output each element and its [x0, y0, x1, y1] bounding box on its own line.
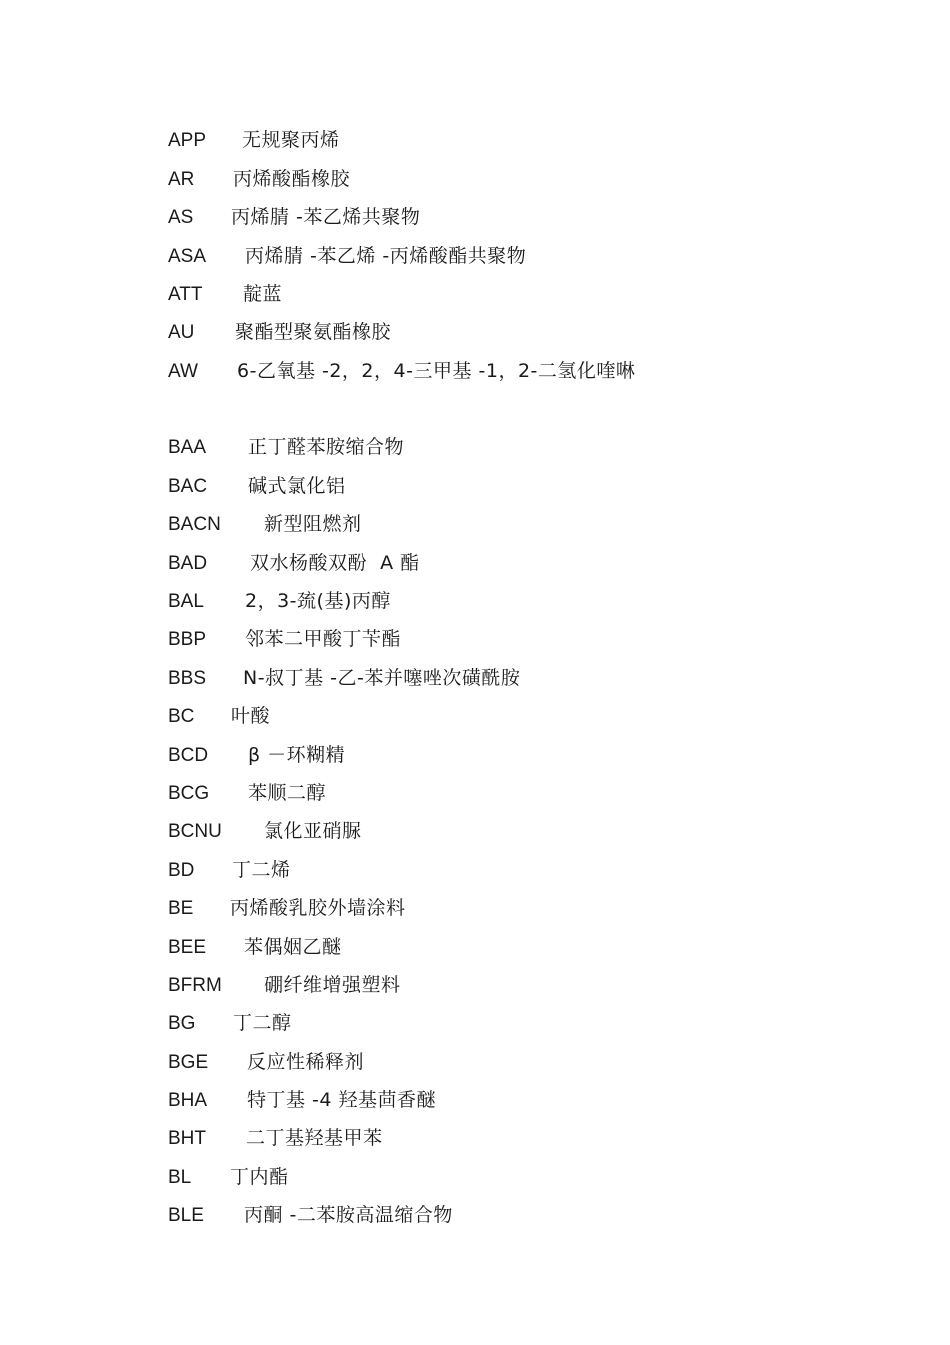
- entry-abbr: BEE: [168, 937, 207, 958]
- entry-term: 特丁基 -4 羟基茴香醚: [247, 1089, 437, 1111]
- entry-term: 丙烯酸酯橡胶: [233, 168, 351, 190]
- entry-abbr: BHA: [168, 1090, 208, 1111]
- entry-aw: [168, 356, 636, 386]
- entry-bbp: [168, 624, 402, 654]
- entry-term: 丁二醇: [233, 1012, 292, 1034]
- entry-bd: [168, 855, 291, 885]
- entry-abbr: BBP: [168, 629, 207, 650]
- entry-bcnu: [168, 816, 362, 846]
- entry-abbr: BL: [168, 1167, 192, 1188]
- entry-abbr: AW: [168, 361, 198, 382]
- entry-bl: [168, 1162, 289, 1192]
- entry-term: 2，3-巯(基)丙醇: [245, 590, 391, 612]
- entry-term: 丙烯腈 -苯乙烯 -丙烯酸酯共聚物: [245, 245, 527, 267]
- entry-term: 无规聚丙烯: [242, 129, 340, 151]
- entry-term: 苯偶姻乙醚: [244, 936, 342, 958]
- entry-term: 苯顺二醇: [248, 782, 327, 804]
- entry-term: 反应性稀释剂: [247, 1051, 365, 1073]
- entry-bee: [168, 932, 342, 962]
- entry-abbr: BLE: [168, 1205, 204, 1226]
- entry-att: [168, 279, 283, 309]
- entry-bfrm: [168, 970, 401, 1000]
- entry-abbr: BAL: [168, 591, 204, 612]
- entry-abbr: BAC: [168, 476, 208, 497]
- entry-abbr: BGE: [168, 1052, 209, 1073]
- entry-bge: [168, 1047, 365, 1077]
- entry-bcg: [168, 778, 327, 808]
- entry-abbr: BAD: [168, 553, 208, 574]
- entry-bht: [168, 1123, 383, 1153]
- entry-be: [168, 893, 406, 923]
- entry-term: N-叔丁基 -乙-苯并噻唑次磺酰胺: [243, 667, 521, 689]
- entry-abbr: BC: [168, 706, 195, 727]
- entry-baa: [168, 432, 405, 462]
- entry-bacn: [168, 509, 362, 539]
- entry-abbr: AS: [168, 207, 194, 228]
- entry-abbr: BBS: [168, 668, 207, 689]
- entry-abbr: APP: [168, 130, 207, 151]
- entry-term: 二丁基羟基甲苯: [246, 1127, 383, 1149]
- entry-abbr: AR: [168, 169, 195, 190]
- entry-term: 正丁醛苯胺缩合物: [248, 436, 405, 458]
- entry-term: 碱式氯化铝: [248, 475, 346, 497]
- entry-term: 双水杨酸双酚 A 酯: [250, 552, 420, 574]
- entry-bac: [168, 471, 346, 501]
- entry-term: 丁二烯: [232, 859, 291, 881]
- entry-abbr: BD: [168, 860, 195, 881]
- entry-bha: [168, 1085, 437, 1115]
- entry-asa: [168, 241, 527, 271]
- entry-term: 氯化亚硝脲: [264, 820, 362, 842]
- entry-term: 丁内酯: [230, 1166, 289, 1188]
- entry-abbr: BG: [168, 1013, 196, 1034]
- entry-abbr: BE: [168, 898, 194, 919]
- entry-term: 丙烯腈 -苯乙烯共聚物: [231, 206, 421, 228]
- entry-bal: [168, 586, 391, 616]
- entry-abbr: BFRM: [168, 975, 222, 996]
- entry-abbr: BCD: [168, 745, 209, 766]
- entry-abbr: BHT: [168, 1128, 206, 1149]
- entry-bc: [168, 701, 271, 731]
- entry-ar: [168, 164, 351, 194]
- entry-term: 硼纤维增强塑料: [264, 974, 401, 996]
- entry-au: [168, 317, 392, 347]
- entry-abbr: ATT: [168, 284, 203, 305]
- entry-bg: [168, 1008, 292, 1038]
- entry-ble: [168, 1200, 453, 1230]
- entry-term: 聚酯型聚氨酯橡胶: [235, 321, 392, 343]
- entry-term: 叶酸: [231, 705, 271, 727]
- entry-abbr: BACN: [168, 514, 221, 535]
- entry-abbr: BCG: [168, 783, 210, 804]
- entry-abbr: BCNU: [168, 821, 222, 842]
- entry-term: 丙烯酸乳胶外墙涂料: [230, 897, 406, 919]
- entry-abbr: BAA: [168, 437, 207, 458]
- entry-bcd: [168, 740, 346, 770]
- entry-term: 6-乙氧基 -2，2，4-三甲基 -1，2-二氢化喹啉: [237, 360, 636, 382]
- entry-term: 邻苯二甲酸丁苄酯: [245, 628, 402, 650]
- entry-abbr: ASA: [168, 246, 207, 267]
- entry-term: 靛蓝: [243, 283, 283, 305]
- entry-term: 新型阻燃剂: [264, 513, 362, 535]
- entry-as: [168, 202, 421, 232]
- entry-app: [168, 125, 340, 155]
- entry-bbs: [168, 663, 521, 693]
- entry-term: 丙酮 -二苯胺高温缩合物: [244, 1204, 453, 1226]
- entry-abbr: AU: [168, 322, 195, 343]
- entry-bad: [168, 548, 420, 578]
- entry-term: β －环糊精: [248, 744, 346, 766]
